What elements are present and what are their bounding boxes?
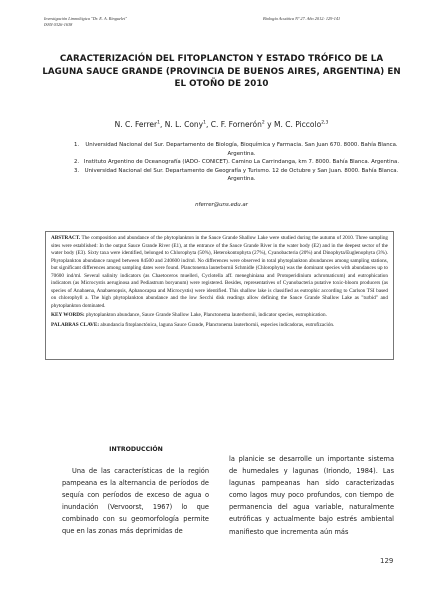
running-header-left bbox=[44, 16, 194, 28]
page-number: 129 bbox=[380, 557, 394, 565]
author: M. C. Piccolo$^{2,3}$ bbox=[273, 119, 329, 129]
abstract-paragraph: ABSTRACT. The composition and abundance of the phytoplankton in the Sauce Grande Shallow Lake were studied during the autumn of 2010. Three sampling sites were established: In the output Sauce Grande River (E1), at the entrance of the Sauce Grande River in the water body (E2) and in the deepest sector of the water body (E3). Sixty taxa were identified, belonged to Chlorophyta (50%), Heterokontophyta (27%), Cyanobacteria (20%) and Dinophyta/Euglenophyta (3%). Phytoplankton abundance ranged between 84500 and 240600 ind/ml. No differences were observed in total phytoplankton abundances among sampling stations, but significant differences among sampling dates were found. Planctonema lauterbornii Schmidle (Chlorophyta) was the dominant species with abundances up to 70600 ind/ml. Several salinity indicators (as Chaetoceros muelleri, Cyclotella aff. meneghiniana and Protoperidinium achromaticum) and eutrophication indicators (as Microcystis aeruginosa and Pediastrum boryanum) were registered. Besides, representatives of Cyanobacteria putative toxic-bloom producers (as species of Anabaena, Anabaenopsis, Aphanocapsa and Microcystis) were identified. This shallow lake is classified as eutrophic according to Carlson TSI based on chlorophyll a. The high phytoplankton abundance and the low Secchi disk readings allow defining the Sauce Grande Shallow Lake as "turbid" and phytoplankton dominated. bbox=[51, 235, 389, 309]
abstract-box bbox=[45, 231, 394, 360]
affiliation-list bbox=[74, 141, 400, 184]
journal-series: Investigación Limnológica "Dr. E. A. Ringuelet" bbox=[44, 16, 128, 21]
palabras-clave-paragraph: PALABRAS CLAVE: abundancia fitoplanctónica, laguna Sauce Grande, Planctonema lauterbornii, especies indicadoras, eutrofización. bbox=[51, 322, 335, 329]
intro-right-column: la planicie se desarrolle un importante sistema de humedales y lagunas (Iriondo, 1984). Las lagunas pampeanas han sido caracterizadas como lagos muy poco profundos, con tiempo de permanencia del agua variable, naturalmente eutróficas y actualmente bajo estrés ambiental manifiesto que incrementa aún más bbox=[229, 455, 394, 536]
author: N. C. Ferrer$^1$, bbox=[114, 119, 165, 129]
keywords-paragraph: KEY WORDS: phytoplankton abundance, Sauce Grande Shallow Lake, Planctonema lauterbornii, indicator species, eutrophication. bbox=[51, 312, 327, 319]
contact-email[interactable]: nferrer@uns.edu.ar bbox=[195, 202, 248, 208]
author: C. F. Fornerón$^2$ y bbox=[210, 119, 274, 129]
author: N. L. Cony$^1$, bbox=[164, 119, 211, 129]
paper-title: CARACTERIZACIÓN DEL FITOPLANCTON Y ESTADO TRÓFICO DE LA LAGUNA SAUCE GRANDE (PROVINCIA DE BUENOS AIRES, ARGENTINA) EN EL OTOÑO DE 2010 bbox=[42, 54, 401, 90]
running-header-right bbox=[263, 16, 423, 22]
section-heading-introduccion: INTRODUCCIÓN bbox=[109, 446, 163, 453]
affiliation-item: 2. Instituto Argentino de Oceanografía (IADO- CONICET). Camino La Carrindanga, km 7. 8000. Bahía Blanca. Argentina. bbox=[74, 159, 400, 165]
issn: ISSN 0326-1638 bbox=[44, 22, 73, 28]
intro-left-column: Una de las características de la región pampeana es la alternancia de períodos de sequía con períodos de exceso de agua o inundación (Vervoorst, 1967) lo que combinado con su geomorfología permite que en las zonas más deprimidas de bbox=[62, 467, 209, 536]
affiliation-item: 1. Universidad Nacional del Sur. Departamento de Biología, Bioquímica y Farmacia. San Juan 670. 8000. Bahía Blanca. Argentina. bbox=[74, 142, 398, 157]
affiliation-item: 3. Universidad Nacional del Sur. Departamento de Geografía y Turismo. 12 de Octubre y San Juan. 8000. Bahía Blanca. Argentina. bbox=[74, 167, 399, 182]
author-list bbox=[40, 118, 403, 130]
journal-issue: Biología Acuática Nº 27. Año 2012: 129-141 bbox=[263, 16, 341, 21]
